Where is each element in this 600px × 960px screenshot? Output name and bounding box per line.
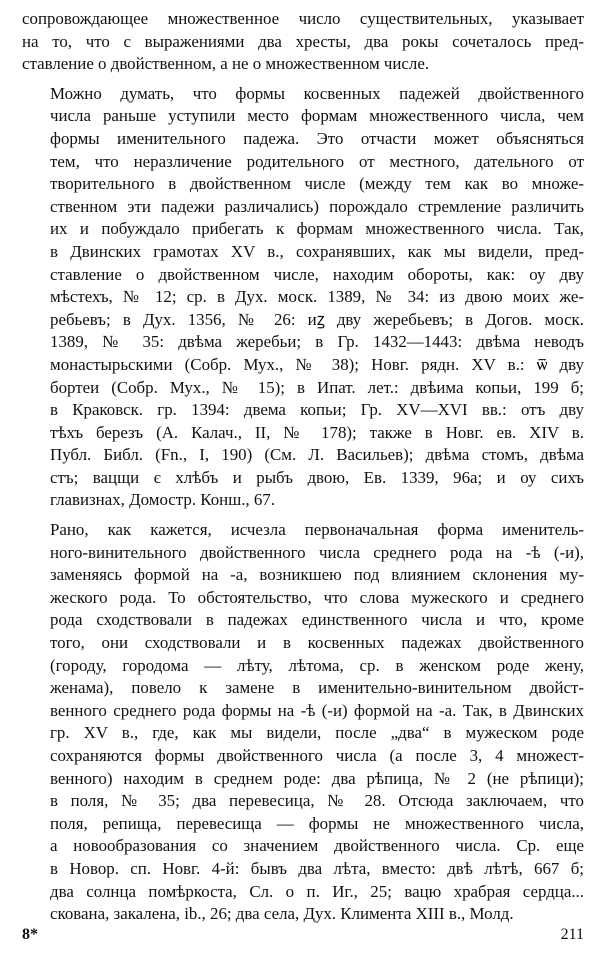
text-line: в Краковск. гр. 1394: двема копьи; Гр. XV—XVI вв.: отъ дву bbox=[50, 400, 584, 420]
text-line: тем, что неразличение родительного от местного, дательного от bbox=[50, 151, 584, 171]
text-line: Можно думать, что формы косвенных падежей двойственного bbox=[50, 83, 584, 103]
paragraph bbox=[22, 8, 584, 76]
page-footer bbox=[22, 926, 584, 948]
paragraph bbox=[22, 519, 584, 926]
text-line: Публ. Библ. (Fn., I, 190) (См. Л. Васильев); двѣма стомъ, двѣма bbox=[50, 445, 584, 465]
text-line: рода сходствовали в падежах единственного числа и что, кроме bbox=[50, 610, 584, 630]
signature-mark: 8* bbox=[22, 926, 38, 943]
text-line: Рано, как кажется, исчезла первоначальная форма именитель- bbox=[50, 520, 584, 540]
text-line: поля, репища, перевесища — формы не множественного числа, bbox=[50, 813, 584, 833]
text-line: ного-винительного двойственного числа среднего рода на -ѣ (-и), bbox=[50, 542, 584, 562]
text-line: творительного в двойственном числе (между тем как во множе- bbox=[50, 174, 584, 194]
text-line: монастырьскими (Собр. Мух., № 38); Новг. рядн. XV в.: ѿ дву bbox=[50, 354, 584, 374]
text-line: на то, что с выражениями два хресты, два рокы сочеталось пред- bbox=[22, 31, 584, 51]
text-line: тѣхъ березъ (А. Калач., II, № 178); также в Новг. ев. XIV в. bbox=[50, 422, 584, 442]
paragraph bbox=[22, 83, 584, 512]
text-line: 1389, № 35: двѣма жеребьи; в Гр. 1432—1443: двѣма неводъ bbox=[50, 332, 584, 352]
text-line: скована, закалена, ib., 26; два села, Дух. Климента XIII в., Молд. bbox=[50, 904, 514, 924]
text-line: женама), повело к замене в именительно-винительном двойст- bbox=[50, 678, 584, 698]
text-line: сохраняются формы двойственного числа (а после 3, 4 множест- bbox=[50, 746, 584, 765]
text-line: венного среднего рода формы на -ѣ (-и) формой на -а. Так, в Двинских bbox=[50, 700, 584, 720]
text-line: бортеи (Собр. Мух., № 15); в Ипат. лет.: двѣима копьи, 199 б; bbox=[50, 377, 584, 397]
text-line: ребьевъ; в Дух. 1356, № 26: иꙁ дву жеребьевъ; в Догов. моск. bbox=[50, 309, 584, 329]
text-line: в Двинских грамотах XV в., сохранявших, как мы видели, пред- bbox=[50, 241, 584, 261]
text-line: (городу, городома — лѣту, лѣтома, ср. в женском роде жену, bbox=[50, 655, 584, 675]
text-body bbox=[22, 8, 584, 926]
text-line: два солнца помѣркоста, Сл. о п. Иг., 25; вацю храбрая сердца... bbox=[50, 881, 584, 901]
text-line: венного) находим в среднем роде: два рѣпица, № 2 (не рѣпици); bbox=[50, 768, 584, 788]
text-line: того, они сходствовали и в косвенных падежах двойственного bbox=[50, 633, 584, 653]
page-number: 211 bbox=[560, 926, 584, 943]
text-line: а новообразования со значением двойственного числа. Ср. еще bbox=[50, 836, 584, 856]
text-line: ставление о двойственном числе, находим обороты, как: оу дву bbox=[50, 264, 584, 284]
text-line: формы именительного падежа. Это отчасти может объясняться bbox=[50, 128, 584, 148]
text-line: гр. XV в., где, как мы видели, после „два“ в мужеском роде bbox=[50, 723, 584, 743]
text-line: стъ; вацщи є хлѣбъ и рыбъ двою, Ев. 1339, 96а; и оу сихъ bbox=[50, 467, 584, 487]
text-line: ственном эти падежи различались) порождало стремление различить bbox=[50, 196, 584, 216]
text-line: числа раньше уступили место формам множественного числа, чем bbox=[50, 106, 584, 126]
text-line: в поля, № 35; два перевесица, № 28. Отсюда заключаем, что bbox=[50, 791, 584, 811]
text-line: ставление о двойственном, а не о множественном числе. bbox=[22, 54, 430, 74]
text-line: в Новор. сп. Новг. 4-й: бывъ два лѣта, вместо: двѣ лѣтѣ, 667 б; bbox=[50, 858, 584, 878]
text-line: заменяясь формой на -а, возникшею под влиянием склонения му- bbox=[50, 565, 584, 585]
text-line: главизнах, Домостр. Конш., 67. bbox=[50, 490, 275, 510]
text-line: их и побуждало прибегать к формам множественного числа. Так, bbox=[50, 219, 584, 239]
text-line: мѣстехъ, № 12; ср. в Дух. моск. 1389, № 34: из двою моих же- bbox=[50, 287, 584, 307]
text-line: жеского рода. То обстоятельство, что слова мужеского и среднего bbox=[50, 587, 584, 607]
text-line: сопровождающее множественное число существительных, указывает bbox=[22, 9, 584, 28]
